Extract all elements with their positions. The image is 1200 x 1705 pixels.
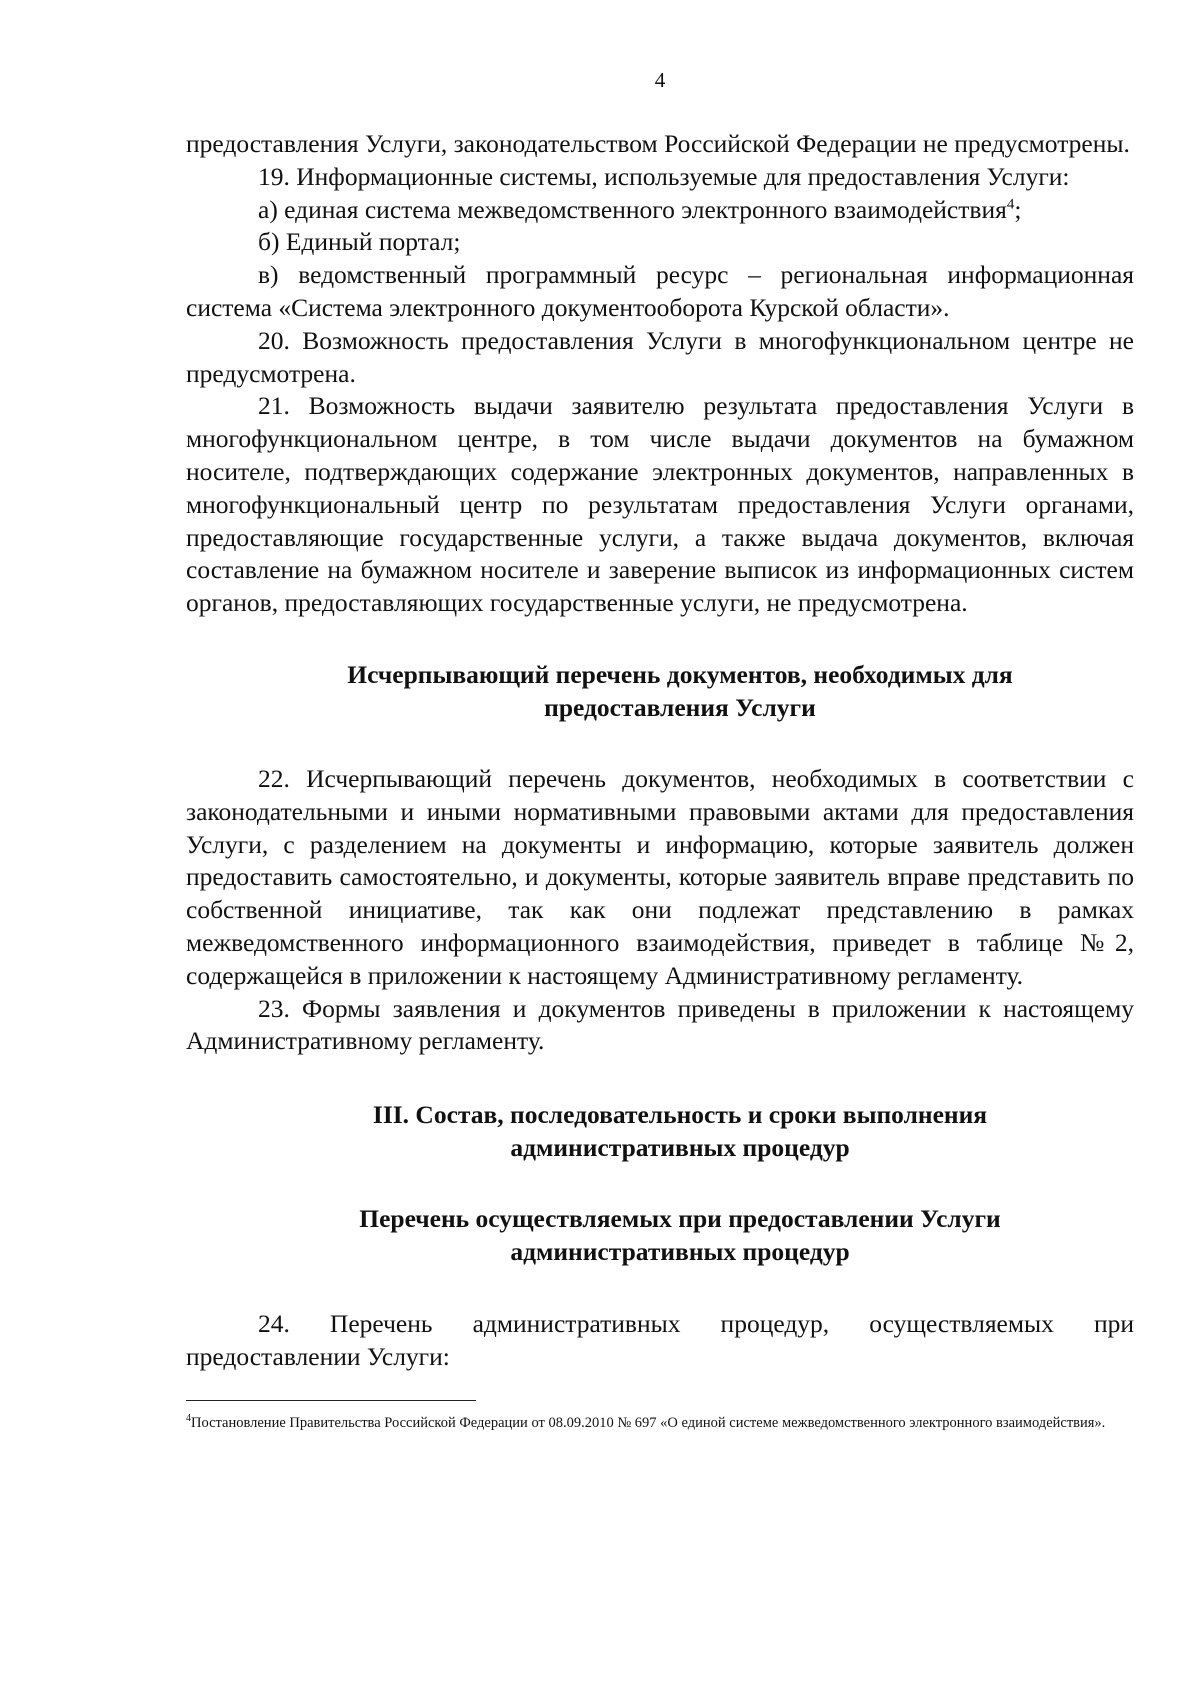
page-number: 4 xyxy=(654,68,666,92)
list-item-a xyxy=(186,194,1134,227)
list-item-b: б) Единый портал; xyxy=(258,227,461,257)
heading-section-line2: административных процедур xyxy=(510,1133,850,1163)
paragraph-22: 22. Исчерпывающий перечень документов, необходимых в соответствии с законодательными и иными нормативными правовыми актами для предоставления Услуги, с разделением на документы и информацию, которые заявитель должен предоставить самостоятельно, и документы, которые заявитель вправе представить по собственной инициативе, так как они подлежат представлению в рамках межведомственного информационного взаимодействия, приведет в таблице №2, содержащейся в приложении к настоящему Административному регламенту. xyxy=(186,763,1134,990)
list-item-v: в) ведомственный программный ресурс – региональная информационная система «Система электронного документооборота Курской области». xyxy=(186,260,1134,322)
footnote xyxy=(186,1413,1134,1433)
paragraph-23: 23. Формы заявления и документов приведены в приложении к настоящему Административному регламенту. xyxy=(186,993,1134,1056)
heading-procedures-line2: административных процедур xyxy=(510,1237,850,1267)
footnote-number: 4 xyxy=(186,1412,191,1424)
heading-procedures-list xyxy=(186,1202,1134,1268)
paragraph-20: 20. Возможность предоставления Услуги в многофункциональном центре не предусмотрена. xyxy=(186,325,1134,388)
list-item-a-end: ; xyxy=(1014,194,1022,224)
footnote-reference[interactable]: 4 xyxy=(1006,196,1015,213)
heading-section-iii xyxy=(186,1098,1134,1164)
heading-procedures-line1: Перечень осуществляемых при предоставлении Услуги xyxy=(359,1204,1001,1234)
heading-documents-line2: предоставления Услуги xyxy=(544,692,816,722)
page-content xyxy=(186,68,1134,1433)
list-item-a-text: а) единая система межведомственного электронного взаимодействия xyxy=(258,194,1007,224)
paragraph-continuation: предоставления Услуги, законодательством Российской Федерации не предусмотрены. xyxy=(186,129,1130,158)
heading-documents-line1: Исчерпывающий перечень документов, необходимых для xyxy=(347,659,1013,689)
paragraph-21: 21. Возможность выдачи заявителю результата предоставления Услуги в многофункциональном центре, в том числе выдачи документов на бумажном носителе, подтверждающих содержание электронных документов, направленных в многофункциональный центр по результатам предоставления Услуги органами, предоставляющие государственные услуги, а также выдача документов, включая составление на бумажном носителе и заверение выписок из информационных систем органов, предоставляющих государственные услуги, не предусмотрена. xyxy=(186,391,1134,618)
heading-section-line1: III. Состав, последовательность и сроки выполнения xyxy=(372,1100,988,1130)
paragraph-24: 24. Перечень административных процедур, осуществляемых при предоставлении Услуги: xyxy=(186,1309,1134,1371)
footnote-separator xyxy=(186,1400,476,1401)
footnote-text: Постановление Правительства Российской Федерации от 08.09.2010 № 697 «О единой системе межведомственного электронного взаимодействия». xyxy=(191,1414,1106,1431)
paragraph-19: 19. Информационные системы, используемые для предоставления Услуги: xyxy=(258,161,1070,191)
heading-documents-list xyxy=(186,658,1134,724)
